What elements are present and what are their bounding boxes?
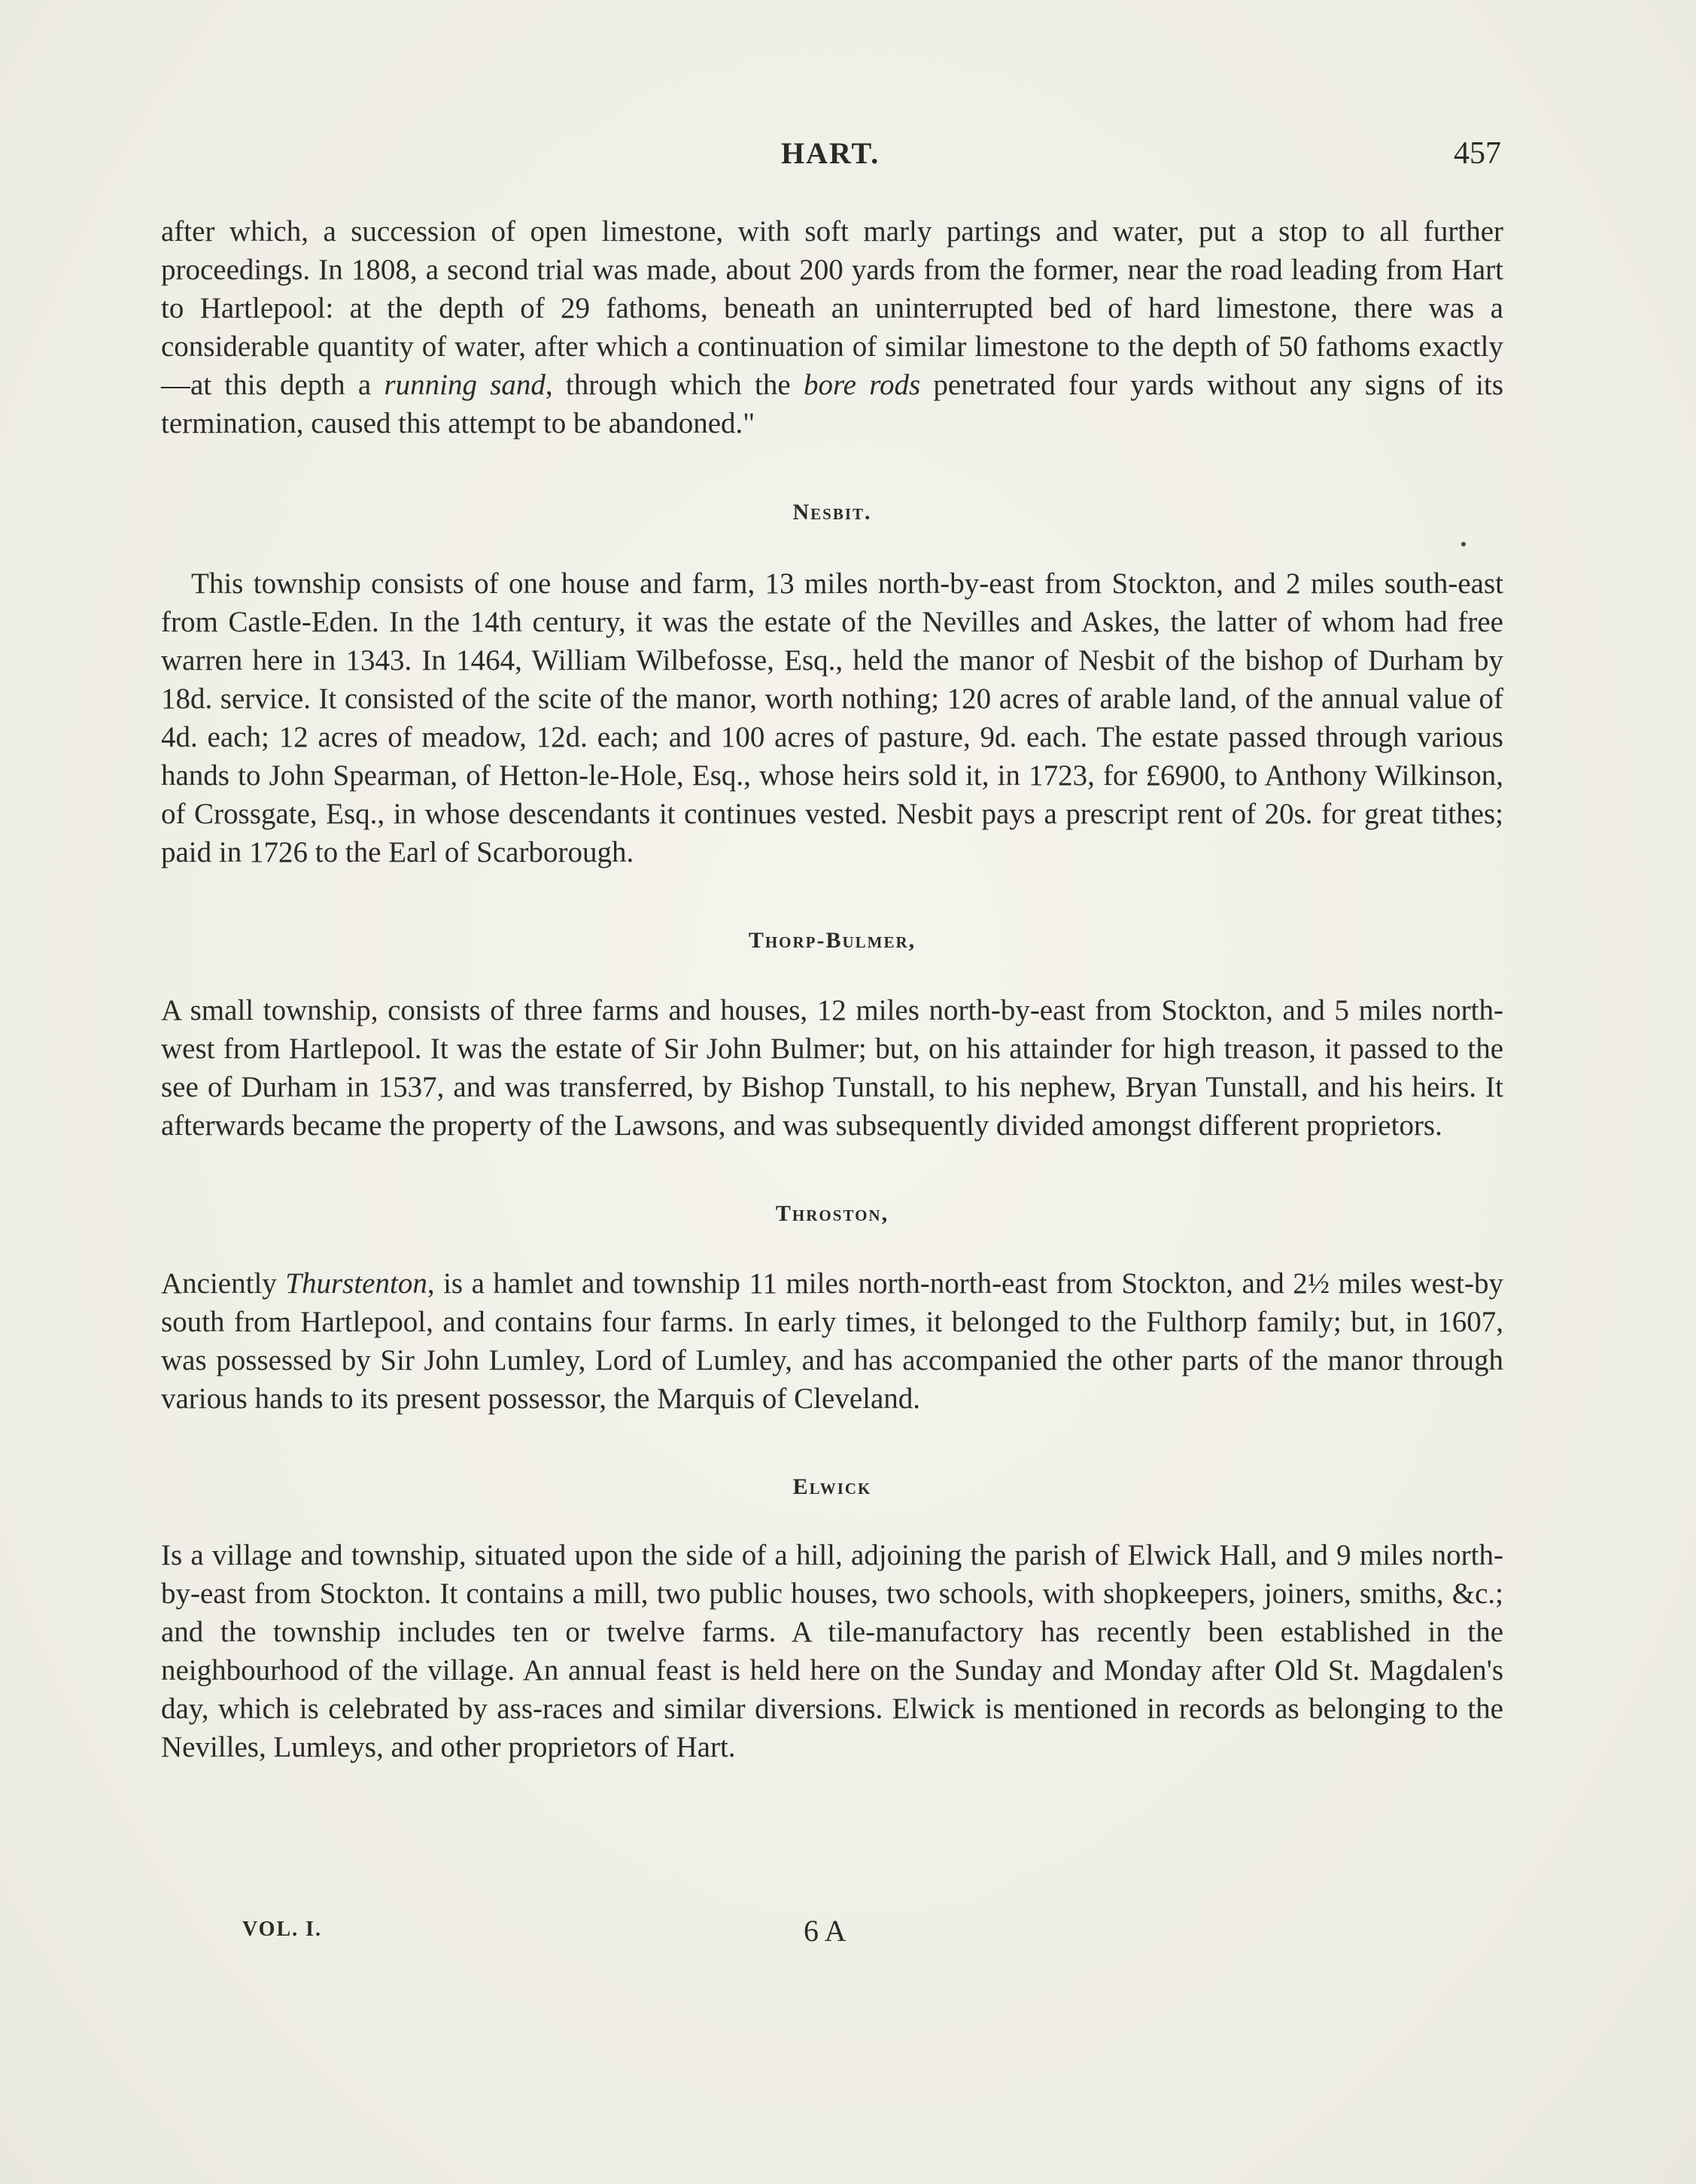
section-heading-nesbit: Nesbit. bbox=[792, 500, 872, 525]
page-footer bbox=[0, 1914, 1696, 1955]
volume-mark: VOL. I. bbox=[242, 1918, 323, 1941]
running-head: HART. bbox=[781, 136, 880, 170]
paragraph-text: , through which the bbox=[545, 369, 804, 401]
paragraph-text: after which, a succession of open limestone, with soft marly partings and water, put a stop to all further proceedings. In 1808, a second trial was made, about 200 yards from the former, near the road leading from Hart to Hartlepool: at the depth of 29 fathoms, beneath an uninterrupted bed of hard limestone, there was a considerable quantity of water, after which a continuation of similar limestone to the depth of 50 fathoms exactly—at this depth a bbox=[161, 215, 1503, 401]
section-text-thorp-bulmer: A small township, consists of three farms and houses, 12 miles north-by-east from Stockton, and 5 miles north-west from Hartlepool. It was the estate of Sir John Bulmer; but, on his attainder for high treason, it passed to the see of Durham in 1537, and was transferred, by Bishop Tunstall, to his nephew, Bryan Tunstall, and his heirs. It afterwards became the property of the Lawsons, and was subsequently divided amongst different proprietors. bbox=[161, 994, 1503, 1142]
paragraph-text: Anciently bbox=[161, 1267, 286, 1300]
section-text-nesbit: This township consists of one house and farm, 13 miles north-by-east from Stockton, and 2 miles south-east from Castle-Eden. In the 14th century, it was the estate of the Nevilles and Askes, the latter of whom had free warren here in 1343. In 1464, William Wilbefosse, Esq., held the manor of Nesbit of the bishop of Durham by 18d. service. It consisted of the scite of the manor, worth nothing; 120 acres of arable land, of the annual value of 4d. each; 12 acres of meadow, 12d. each; and 100 acres of pasture, 9d. each. The estate passed through various hands to John Spearman, of Hetton-le-Hole, Esq., whose heirs sold it, in 1723, for £6900, to Anthony Wilkinson, of Crossgate, Esq., in whose descendants it continues vested. Nesbit pays a prescript rent of 20s. for great tithes; paid in 1726 to the Earl of Scarborough. bbox=[161, 567, 1503, 868]
section-heading-elwick: Elwick bbox=[792, 1474, 872, 1499]
section-text-elwick: Is a village and township, situated upon the side of a hill, adjoining the parish of Elwick Hall, and 9 miles north-by-east from Stockton. It contains a mill, two public houses, two schools, with shopkeepers, joiners, smiths, &c.; and the township includes ten or twelve farms. A tile-manufactory has recently been established in the neighbourhood of the village. An annual feast is held here on the Sunday and Monday after Old St. Magdalen's day, which is celebrated by ass-races and similar diversions. Elwick is mentioned in records as belonging to the Nevilles, Lumleys, and other proprietors of Hart. bbox=[161, 1539, 1503, 1763]
section-text-throston bbox=[161, 1264, 1503, 1418]
italic-thurstenton: Thurstenton bbox=[285, 1267, 427, 1300]
paragraph-text: penetrated four yards without any signs of its termination, caused this attempt to be abandoned." bbox=[161, 369, 1503, 440]
section-heading-throston: Throston, bbox=[775, 1201, 889, 1226]
italic-bore-rods: bore rods bbox=[803, 369, 921, 401]
main-text bbox=[161, 212, 1503, 1766]
section-heading-thorp-bulmer: Thorp-Bulmer, bbox=[748, 928, 916, 953]
paragraph-text: , is a hamlet and township 11 miles north-north-east from Stockton, and 2½ miles west-by south from Hartlepool, and contains four farms. In early times, it belonged to the Fulthorp family; but, in 1607, was possessed by Sir John Lumley, Lord of Lumley, and has accompanied the other parts of the manor through various hands to its present possessor, the Marquis of Cleveland. bbox=[161, 1267, 1503, 1415]
continued-paragraph bbox=[161, 212, 1503, 443]
signature-mark: 6 A bbox=[804, 1914, 846, 1948]
page-number: 457 bbox=[1454, 136, 1501, 171]
italic-running-sand: running sand bbox=[384, 369, 546, 401]
